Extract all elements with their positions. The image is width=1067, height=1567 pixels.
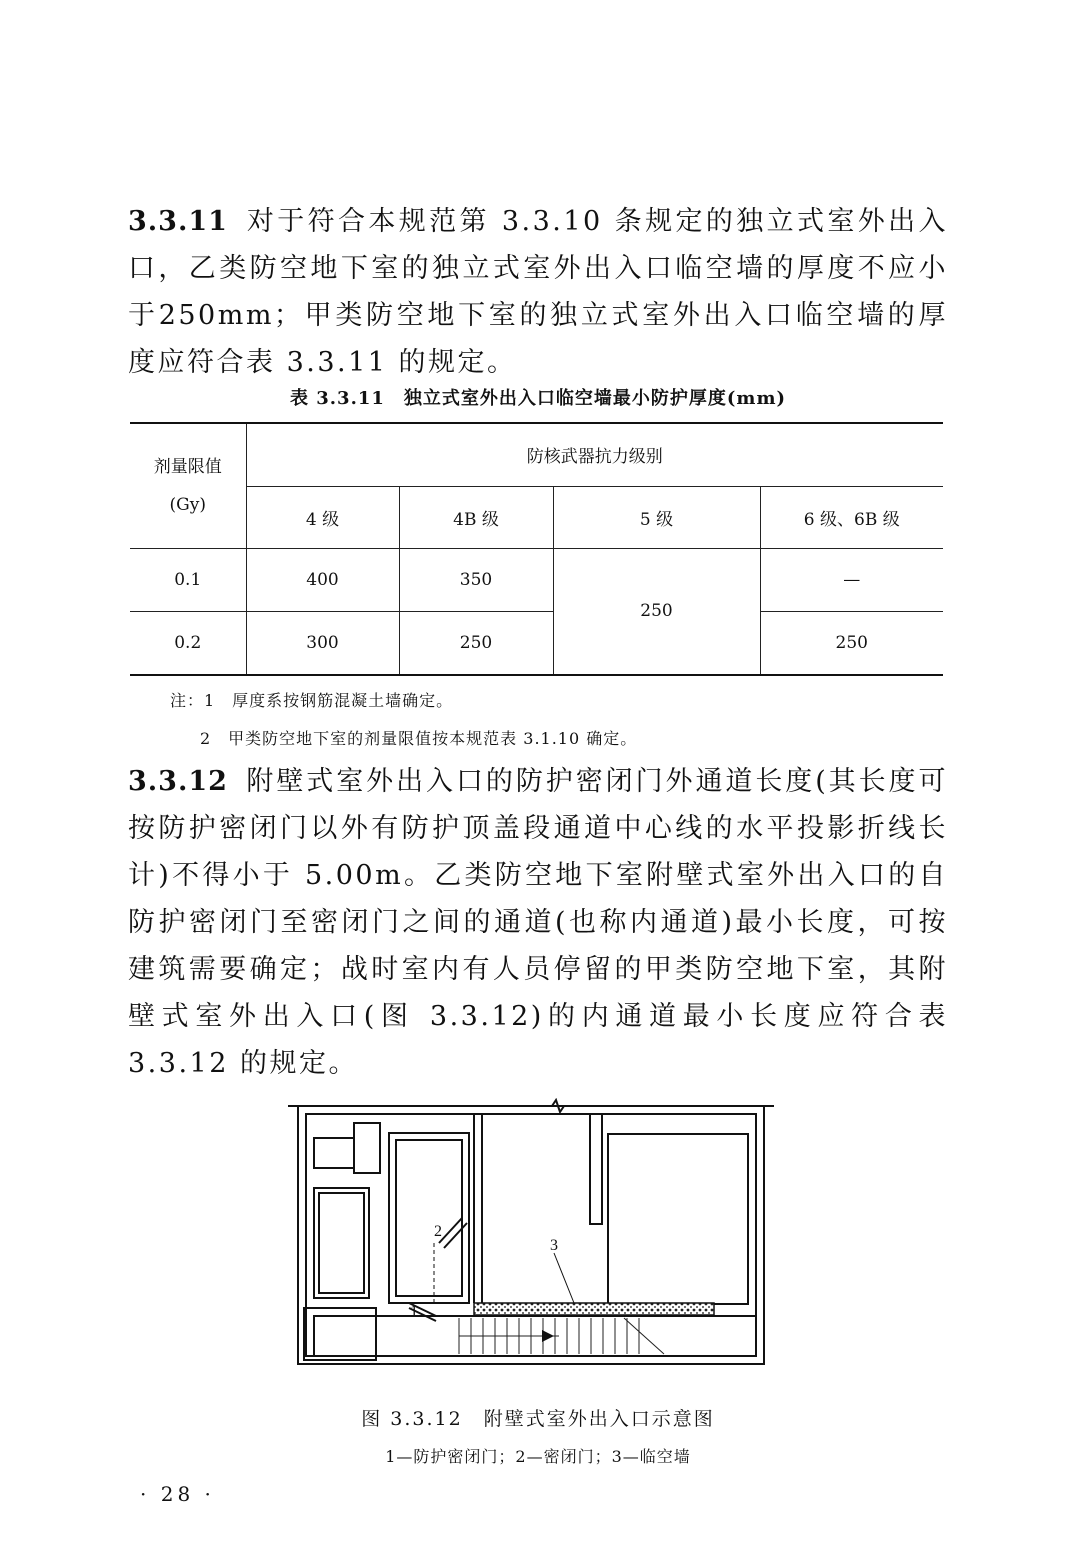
label-3-leader [554,1253,574,1303]
section-number: 3.3.12 [128,766,228,797]
stair-treads [459,1318,664,1354]
level-5: 5 级 [553,486,760,548]
value-cell: 250 [760,611,943,675]
dose-cell: 0.2 [130,611,246,675]
table-row [130,611,943,675]
blast-wall [474,1303,714,1315]
section-3-3-11 [128,198,948,386]
table-note-2: 2 甲类防空地下室的剂量限值按本规范表 3.1.10 确定。 [200,729,638,748]
entrance-floor-plan-figure [284,1098,784,1373]
section-3-3-12 [128,758,948,1087]
dose-header-cell [130,423,246,548]
level-4b: 4B 级 [399,486,553,548]
table-note-1: 注：1 厚度系按钢筋混凝土墙确定。 [170,691,454,710]
value-cell: 300 [246,611,399,675]
stair-direction-icon [542,1330,554,1342]
value-cell: — [760,548,943,611]
figure-legend: 1—防护密闭门；2—密闭门；3—临空墙 [385,1447,691,1466]
value-cell: 350 [399,548,553,611]
label-1: 1 [410,1303,418,1320]
figure-title: 图 3.3.12 附壁式室外出入口示意图 [361,1408,715,1430]
dose-cell: 0.1 [130,548,246,611]
page-number: · 28 · [140,1482,215,1506]
section-body: 对于符合本规范第 3.3.10 条规定的独立式室外出入口，乙类防空地下室的独立式室外出入口临空墙的厚度不应小于250mm；甲类防空地下室的独立式室外出入口临空墙的厚度应符合表 3.3.11 的规定。 [128,206,948,378]
level-6-6b: 6 级、6B 级 [760,486,943,548]
table-row [130,548,943,611]
level-4: 4 级 [246,486,399,548]
level-header: 防核武器抗力级别 [246,423,943,486]
value-cell: 400 [246,548,399,611]
section-body: 附壁式室外出入口的防护密闭门外通道长度(其长度可按防护密闭门以外有防护顶盖段通道中心线的水平投影折线长计)不得小于 5.00m。乙类防空地下室附壁式室外出入口的自防护密闭门至密闭门之间的通道(也称内通道)最小长度，可按建筑需要确定；战时室内有人员停留的甲类防空地下室，其附壁式室外出入口(图 3.3.12)的内通道最小长度应符合表 3.3.12 的规定。 [128,766,948,1079]
thickness-table [130,422,943,676]
merged-value-cell: 250 [553,548,760,675]
dose-unit: (Gy) [169,494,206,515]
dose-header: 剂量限值 [153,456,222,477]
label-2: 2 [434,1223,442,1240]
label-3: 3 [550,1237,558,1254]
table-caption: 表 3.3.11 独立式室外出入口临空墙最小防护厚度(mm) [289,388,787,409]
value-cell: 250 [399,611,553,675]
section-number: 3.3.11 [128,206,228,237]
